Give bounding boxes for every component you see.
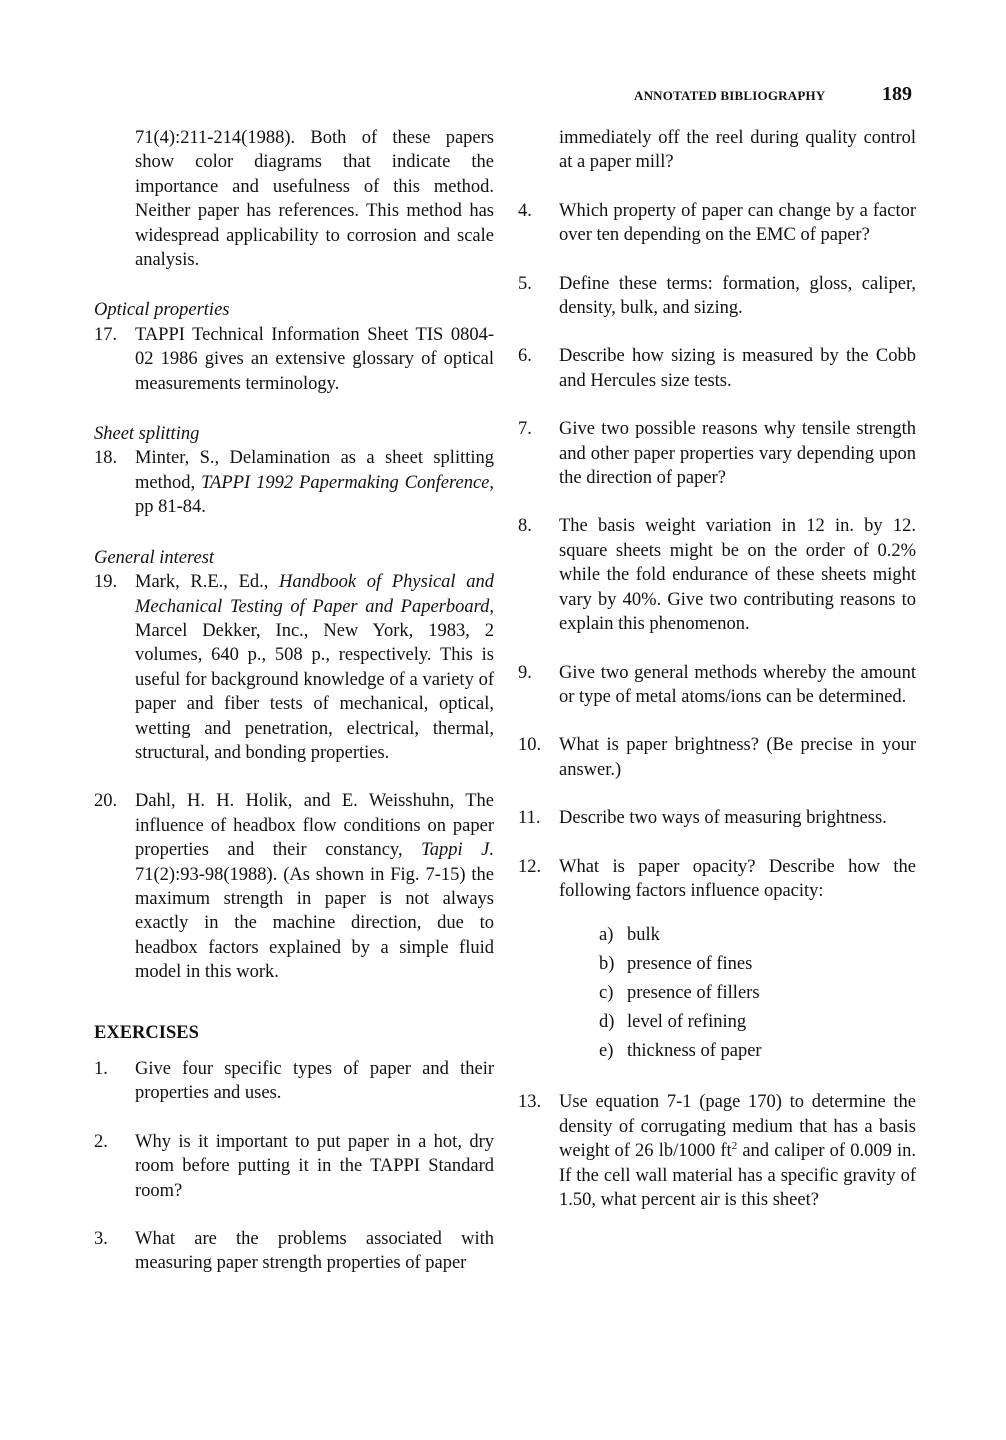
reference-text: Mark, R.E., Ed., xyxy=(135,572,280,593)
reference-text: Dahl, H. H. Holik, and E. Weisshuhn, The influence of headbox flow conditions on paper properties and their constancy, xyxy=(135,791,494,861)
running-title: ANNOTATED BIBLIOGRAPHY xyxy=(634,88,826,103)
reference-continuation: 71(4):211-214(1988). Both of these papers show color diagrams that indicate the importance and usefulness of this method. Neither paper has references. This method has widespread applicability to corrosion and scale analysis. xyxy=(135,128,494,271)
exercises-heading: EXERCISES xyxy=(94,1022,199,1043)
reference-number: 17. xyxy=(94,324,118,345)
exercise-text: The basis weight variation in 12 in. by 12. square sheets might be on the order of 0.2% while the fold endurance of these sheets might vary by 40%. Give two contributing reasons to explain this phenomenon. xyxy=(559,516,916,635)
exercise-number: 6. xyxy=(518,346,532,367)
list-item xyxy=(599,921,916,950)
exercise-text: Give four specific types of paper and their properties and uses. xyxy=(135,1059,494,1104)
exercise-text: What are the problems associated with measuring paper strength properties of paper xyxy=(135,1229,494,1274)
reference-text-tail: , Marcel Dekker, Inc., New York, 1983, 2 volumes, 640 p., 508 p., respectively. This is useful for background knowledge of a variety of paper and fiber tests of mechanical, optical, wetting and penetration, electrical, thermal, structural, and bonding properties. xyxy=(135,596,494,763)
reference-number: 18. xyxy=(94,448,118,469)
exercise-number: 7. xyxy=(518,419,532,440)
page-number: 189 xyxy=(882,83,912,105)
exercise-number: 10. xyxy=(518,735,542,756)
reference-text: TAPPI Technical Information Sheet TIS 0804-02 1986 gives an extensive glossary of optical measurements terminology. xyxy=(135,324,494,394)
reference-20 xyxy=(94,789,494,984)
list-item-text: presence of fillers xyxy=(627,983,760,1004)
exercise-number: 2. xyxy=(94,1131,108,1152)
exercise-11 xyxy=(518,806,916,830)
exercise-12 xyxy=(518,855,916,904)
list-item xyxy=(599,1008,916,1037)
list-item-text: presence of fines xyxy=(627,954,753,975)
reference-19 xyxy=(94,570,494,765)
list-item-text: bulk xyxy=(627,925,660,946)
exercise-text: Use equation 7-1 (page 170) to determine the density of corrugating medium that has a basis weight of 26 lb/1000 ft xyxy=(559,1092,916,1162)
exercise-number: 1. xyxy=(94,1059,108,1079)
exercise-text: What is paper opacity? Describe how the following factors influence opacity: xyxy=(559,856,916,901)
exercise-2 xyxy=(94,1130,494,1203)
exercise-number: 9. xyxy=(518,662,532,683)
list-item-text: level of refining xyxy=(627,1012,747,1033)
exercise-number: 3. xyxy=(94,1229,108,1250)
section-heading-general: General interest xyxy=(94,547,215,568)
exercise-text-tail: and caliper of 0.009 in. If the cell wall material has a specific gravity of 1.50, what percent air is this sheet? xyxy=(559,1141,917,1210)
exercise-text: What is paper brightness? (Be precise in your answer.) xyxy=(559,735,916,780)
exercise-number: 12. xyxy=(518,856,542,877)
list-item-letter: c) xyxy=(599,983,614,1004)
reference-18 xyxy=(94,446,494,519)
exercise-text: Give two general methods whereby the amount or type of metal atoms/ions can be determined. xyxy=(559,662,916,707)
exercise-4 xyxy=(518,199,916,248)
exercise-text: Which property of paper can change by a factor over ten depending on the EMC of paper? xyxy=(559,200,916,246)
list-item-letter: a) xyxy=(599,925,614,946)
reference-italic-title: Tappi J. xyxy=(421,840,494,861)
section-heading-sheet-splitting: Sheet splitting xyxy=(94,424,200,445)
exercise-7 xyxy=(518,417,916,490)
superscript: 2 xyxy=(731,1140,738,1152)
reference-number: 19. xyxy=(94,572,118,593)
exercise-1 xyxy=(94,1057,494,1106)
exercise-5 xyxy=(518,272,916,321)
opacity-factor-list xyxy=(518,921,916,1066)
exercise-6 xyxy=(518,344,916,393)
exercise-text: Define these terms: formation, gloss, caliper, density, bulk, and sizing. xyxy=(559,273,916,319)
exercise-text: Describe two ways of measuring brightness. xyxy=(559,808,887,829)
list-item-letter: b) xyxy=(599,954,615,975)
exercise-text: Why is it important to put paper in a hot, dry room before putting it in the TAPPI Standard room? xyxy=(135,1131,494,1201)
list-item xyxy=(599,950,916,979)
exercise-8 xyxy=(518,514,916,636)
exercise-number: 13. xyxy=(518,1092,542,1113)
reference-italic-title: Handbook of Physical and Mechanical Testing of Paper and Paperboard xyxy=(135,572,494,617)
list-item-text: thickness of paper xyxy=(627,1041,762,1062)
left-column xyxy=(94,126,494,1276)
reference-italic-title: TAPPI 1992 Papermaking Conference xyxy=(201,472,490,493)
reference-text-tail: , pp 81-84. xyxy=(135,472,494,518)
reference-text-tail: 71(2):93-98(1988). (As shown in Fig. 7-15) the maximum strength in paper is not always exactly in the machine direction, due to headbox factors explained by a simple fluid model in this work. xyxy=(135,864,494,983)
exercise-number: 5. xyxy=(518,273,532,294)
reference-17 xyxy=(94,323,494,396)
reference-text: Minter, S., Delamination as a sheet splitting method, xyxy=(135,448,494,493)
exercise-continuation: immediately off the reel during quality control at a paper mill? xyxy=(559,128,916,173)
exercise-9 xyxy=(518,661,916,710)
exercise-3 xyxy=(94,1227,494,1276)
list-item-letter: d) xyxy=(599,1012,615,1033)
list-item xyxy=(599,1037,916,1066)
section-heading-optical: Optical properties xyxy=(94,300,230,321)
exercise-10 xyxy=(518,733,916,782)
reference-number: 20. xyxy=(94,791,118,812)
list-item-letter: e) xyxy=(599,1041,614,1062)
exercise-text: Describe how sizing is measured by the Cobb and Hercules size tests. xyxy=(559,346,916,391)
exercise-number: 4. xyxy=(518,200,532,221)
exercise-13 xyxy=(518,1090,916,1212)
exercise-text: Give two possible reasons why tensile strength and other paper properties vary depending upon the direction of paper? xyxy=(559,419,916,489)
exercise-number: 11. xyxy=(518,808,541,829)
right-column xyxy=(518,126,916,1212)
exercise-number: 8. xyxy=(518,516,532,537)
list-item xyxy=(599,979,916,1008)
